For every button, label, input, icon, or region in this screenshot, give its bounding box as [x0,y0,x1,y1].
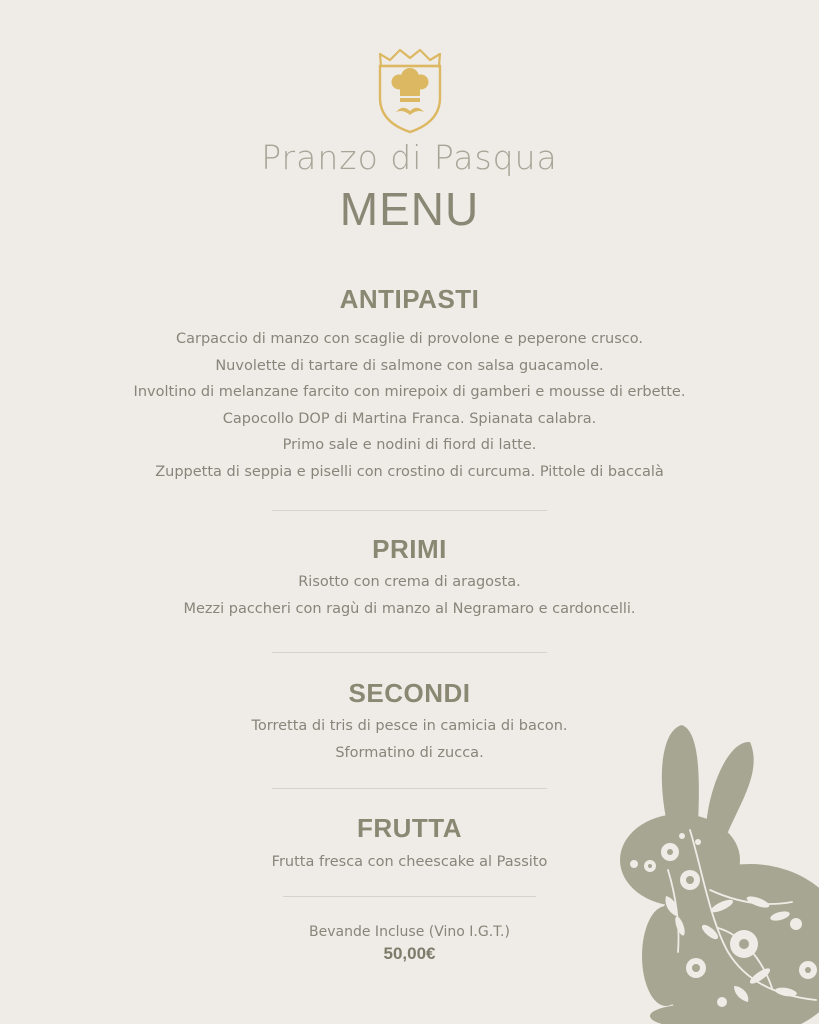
menu-item: Sformatino di zucca. [335,744,484,761]
menu-title: MENU [339,183,480,235]
menu-item: Primo sale e nodini di fiord di latte. [282,437,537,454]
menu-item: Mezzi paccheri con ragù di manzo al Negramaro e cardoncelli. [183,600,636,617]
menu-item: Nuvolette di tartare di salmone con salsa guacamole. [215,357,604,374]
menu-item: Risotto con crema di aragosta. [298,574,521,590]
section-title-frutta: FRUTTA [356,813,463,843]
section-divider [283,896,536,897]
drinks-note: Bevande Incluse (Vino I.G.T.) [309,924,510,940]
menu-item: Involtino di melanzane farcito con mirepoix di gamberi e mousse di erbette. [133,384,686,401]
menu-item: Capocollo DOP di Martina Franca. Spianata calabra. [222,410,597,427]
antipasti-list [0,326,819,486]
menu-price: 50,00€ [383,944,436,963]
menu-item: Carpaccio di manzo con scaglie di provolone e peperone crusco. [175,331,644,347]
menu-item: Zuppetta di seppia e piselli con crostino di curcuma. Pittole di baccalà [155,463,664,480]
section-title-antipasti: ANTIPASTI [339,284,480,314]
primi-list [0,569,819,622]
menu-subtitle: Pranzo di Pasqua [261,138,558,177]
section-title-secondi: SECONDI [348,678,471,708]
floral-easter-bunny-icon [610,720,819,1024]
section-divider [272,510,547,511]
menu-item: Frutta fresca con cheescake al Passito [271,854,548,870]
section-title-primi: PRIMI [372,534,447,564]
menu-item: Torretta di tris di pesce in camicia di bacon. [251,718,568,734]
section-divider [272,652,547,653]
chef-hat-crown-icon [376,46,444,134]
section-divider [272,788,547,789]
